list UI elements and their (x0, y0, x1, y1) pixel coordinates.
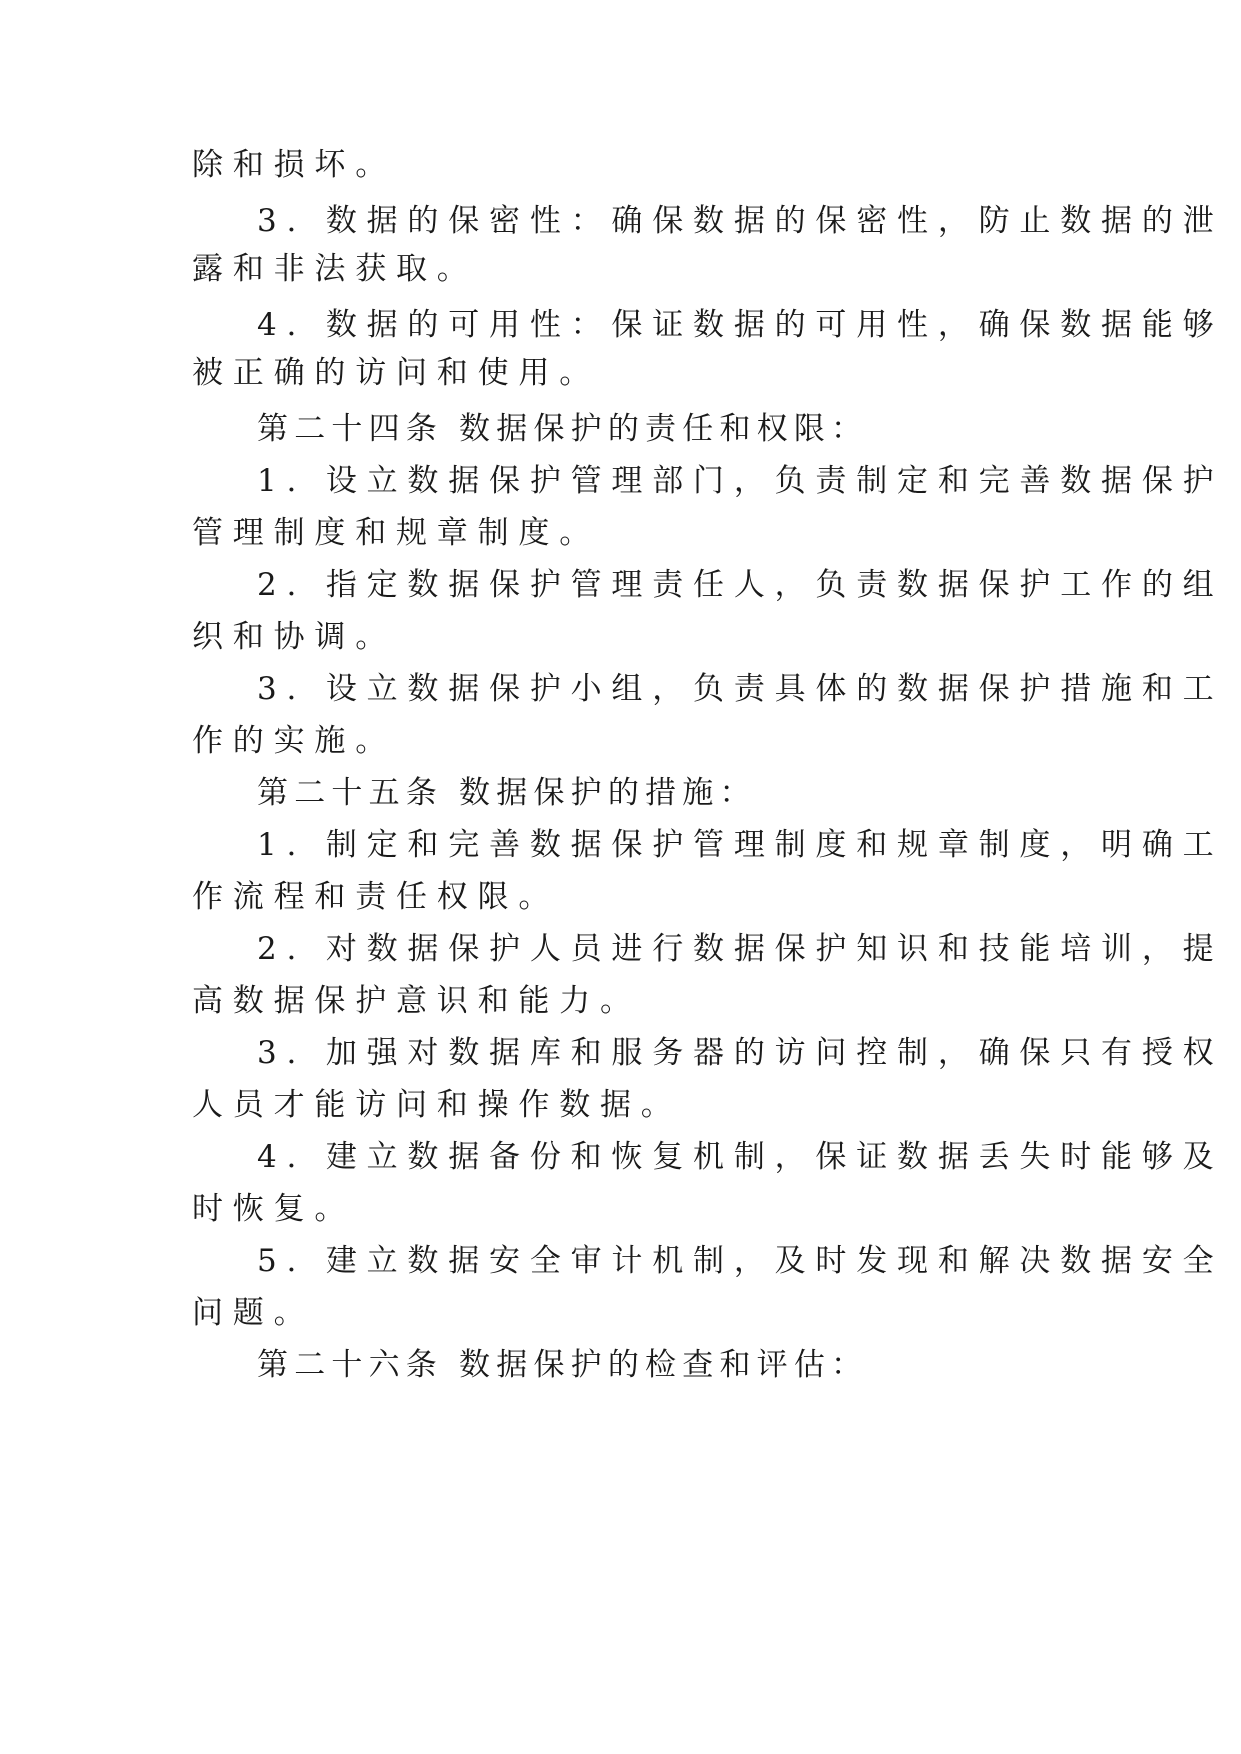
list-item-responsible-person: 2. 指定数据保护管理责任人，负责数据保护工作的组 (257, 567, 1224, 603)
text-line-continuation: 除和损坏。 (192, 147, 396, 183)
list-item-backup: 4. 建立数据备份和恢复机制，保证数据丢失时能够及 (257, 1139, 1224, 1175)
text-line-continuation: 时恢复。 (192, 1191, 356, 1227)
list-item-audit: 5. 建立数据安全审计机制，及时发现和解决数据安全 (257, 1243, 1224, 1279)
text-line-continuation: 作的实施。 (192, 723, 396, 759)
text-line-continuation: 管理制度和规章制度。 (192, 515, 600, 551)
list-item-rules: 1. 制定和完善数据保护管理制度和规章制度，明确工 (257, 827, 1224, 863)
text-line-continuation: 作流程和责任权限。 (192, 879, 560, 915)
list-item-department: 1. 设立数据保护管理部门，负责制定和完善数据保护 (257, 463, 1224, 499)
list-item-confidentiality: 3. 数据的保密性：确保数据的保密性，防止数据的泄 (257, 203, 1224, 239)
text-line-continuation: 被正确的访问和使用。 (192, 355, 600, 391)
list-item-access-control: 3. 加强对数据库和服务器的访问控制，确保只有授权 (257, 1035, 1224, 1071)
article-24-heading: 第二十四条 数据保护的责任和权限： (257, 411, 869, 447)
article-25-heading: 第二十五条 数据保护的措施： (257, 775, 757, 811)
text-line-continuation: 露和非法获取。 (192, 251, 478, 287)
text-line-continuation: 人员才能访问和操作数据。 (192, 1087, 682, 1123)
list-item-availability: 4. 数据的可用性：保证数据的可用性，确保数据能够 (257, 307, 1224, 343)
list-item-training: 2. 对数据保护人员进行数据保护知识和技能培训，提 (257, 931, 1224, 967)
text-line-continuation: 高数据保护意识和能力。 (192, 983, 641, 1019)
list-item-protection-team: 3. 设立数据保护小组，负责具体的数据保护措施和工 (257, 671, 1224, 707)
text-line-continuation: 问题。 (192, 1295, 315, 1331)
text-line-continuation: 织和协调。 (192, 619, 396, 655)
article-26-heading: 第二十六条 数据保护的检查和评估： (257, 1347, 869, 1383)
